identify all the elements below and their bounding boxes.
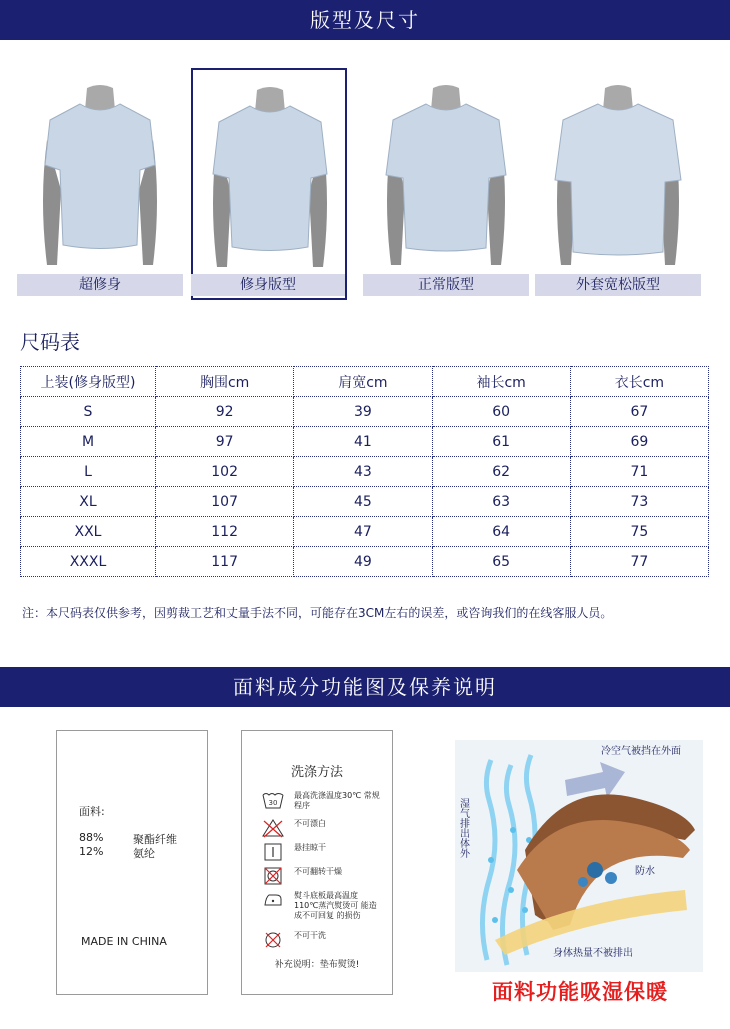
shoulder-cell: 49 bbox=[294, 547, 432, 577]
shoulder-cell: 47 bbox=[294, 517, 432, 547]
fabric-section-banner bbox=[0, 667, 730, 707]
table-row bbox=[21, 547, 709, 577]
shoulder-cell: 45 bbox=[294, 487, 432, 517]
component-name: 聚酯纤维 bbox=[133, 833, 177, 846]
fit-option-super-slim[interactable] bbox=[17, 68, 183, 300]
size-cell: M bbox=[21, 427, 156, 457]
fit-label: 修身版型 bbox=[191, 274, 345, 296]
moisture-label: 湿气排出体外 bbox=[457, 798, 469, 858]
fit-option-regular[interactable] bbox=[363, 68, 529, 300]
no-tumble-dry-icon bbox=[262, 865, 284, 887]
no-bleach-icon bbox=[262, 817, 284, 839]
header-cell: 胸围cm bbox=[156, 367, 294, 397]
shoulder-cell: 41 bbox=[294, 427, 432, 457]
cold-air-label: 冷空气被挡在外面 bbox=[601, 746, 681, 757]
size-chart-title: 尺码表 bbox=[20, 330, 80, 354]
care-item bbox=[262, 789, 387, 819]
hang-dry-icon bbox=[262, 841, 284, 863]
length-cell: 67 bbox=[570, 397, 708, 427]
size-cell: S bbox=[21, 397, 156, 427]
length-cell: 71 bbox=[570, 457, 708, 487]
fit-option-loose[interactable] bbox=[535, 68, 701, 300]
care-title: 洗涤方法 bbox=[290, 765, 343, 780]
chest-cell: 97 bbox=[156, 427, 294, 457]
sleeve-cell: 63 bbox=[432, 487, 570, 517]
fit-section-banner bbox=[0, 0, 730, 40]
tshirt-figure-icon bbox=[195, 82, 345, 278]
fabric-function-diagram bbox=[455, 740, 703, 972]
fit-label: 超修身 bbox=[17, 274, 183, 296]
size-chart-note: 注：本尺码表仅供参考，因剪裁工艺和丈量手法不同，可能存在3CM左右的误差，或咨询我们的在线客服人员。 bbox=[22, 606, 613, 620]
tshirt-figure-icon bbox=[371, 80, 521, 276]
header-cell: 肩宽cm bbox=[294, 367, 432, 397]
sleeve-cell: 64 bbox=[432, 517, 570, 547]
sleeve-cell: 62 bbox=[432, 457, 570, 487]
fabric-heading: 面料: bbox=[79, 805, 105, 818]
component-name: 氨纶 bbox=[133, 847, 155, 860]
care-item bbox=[262, 889, 387, 929]
sleeve-cell: 65 bbox=[432, 547, 570, 577]
sleeve-cell: 60 bbox=[432, 397, 570, 427]
header-cell: 袖长cm bbox=[432, 367, 570, 397]
water-drop-icon bbox=[587, 862, 603, 878]
chest-cell: 102 bbox=[156, 457, 294, 487]
fit-options bbox=[17, 68, 701, 300]
care-item bbox=[262, 929, 387, 959]
fabric-function-caption: 面料功能吸湿保暖 bbox=[492, 980, 668, 1004]
size-chart-header-row bbox=[21, 367, 709, 397]
fabric-section-title: 面料成分功能图及保养说明 bbox=[233, 675, 497, 699]
sleeve-cell: 61 bbox=[432, 427, 570, 457]
care-text: 最高洗涤温度30℃ 常规程序 bbox=[294, 791, 380, 810]
table-row bbox=[21, 397, 709, 427]
origin-text: MADE IN CHINA bbox=[81, 935, 167, 948]
fit-label: 外套宽松版型 bbox=[535, 274, 701, 296]
care-text: 不可翻转干燥 bbox=[294, 867, 342, 876]
wash-30-icon bbox=[262, 789, 284, 811]
care-footnote: 补充说明：垫布熨烫! bbox=[274, 960, 360, 970]
size-chart-table bbox=[20, 366, 709, 577]
table-row bbox=[21, 487, 709, 517]
table-row bbox=[21, 457, 709, 487]
fit-option-slim[interactable] bbox=[191, 68, 347, 300]
header-cell: 上装(修身版型) bbox=[21, 367, 156, 397]
length-cell: 77 bbox=[570, 547, 708, 577]
no-dry-clean-icon bbox=[262, 929, 284, 951]
size-cell: XL bbox=[21, 487, 156, 517]
component-percent: 12% bbox=[79, 845, 104, 858]
care-text: 不可干洗 bbox=[294, 931, 326, 940]
size-cell: XXL bbox=[21, 517, 156, 547]
fit-label: 正常版型 bbox=[363, 274, 529, 296]
chest-cell: 112 bbox=[156, 517, 294, 547]
composition-label-tag bbox=[56, 730, 208, 995]
care-text: 不可漂白 bbox=[294, 819, 326, 828]
care-text: 熨斗底板最高温度 110℃蒸汽熨烫可 能造成不可回复 的损伤 bbox=[294, 891, 377, 920]
body-heat-label: 身体热量不被排出 bbox=[553, 948, 633, 959]
care-instructions-tag bbox=[241, 730, 393, 995]
length-cell: 75 bbox=[570, 517, 708, 547]
chest-cell: 117 bbox=[156, 547, 294, 577]
iron-icon bbox=[262, 889, 284, 911]
shoulder-cell: 43 bbox=[294, 457, 432, 487]
chest-cell: 107 bbox=[156, 487, 294, 517]
shoulder-cell: 39 bbox=[294, 397, 432, 427]
table-row bbox=[21, 517, 709, 547]
length-cell: 69 bbox=[570, 427, 708, 457]
component-percent: 88% bbox=[79, 831, 104, 844]
care-text: 悬挂晾干 bbox=[294, 843, 326, 852]
waterproof-label: 防水 bbox=[635, 866, 655, 877]
table-row bbox=[21, 427, 709, 457]
header-cell: 衣长cm bbox=[570, 367, 708, 397]
size-cell: L bbox=[21, 457, 156, 487]
wash-temp: 30 bbox=[268, 799, 278, 807]
length-cell: 73 bbox=[570, 487, 708, 517]
fit-section-title: 版型及尺寸 bbox=[310, 8, 420, 32]
tshirt-figure-icon bbox=[543, 80, 693, 276]
chest-cell: 92 bbox=[156, 397, 294, 427]
tshirt-figure-icon bbox=[25, 80, 175, 276]
size-cell: XXXL bbox=[21, 547, 156, 577]
